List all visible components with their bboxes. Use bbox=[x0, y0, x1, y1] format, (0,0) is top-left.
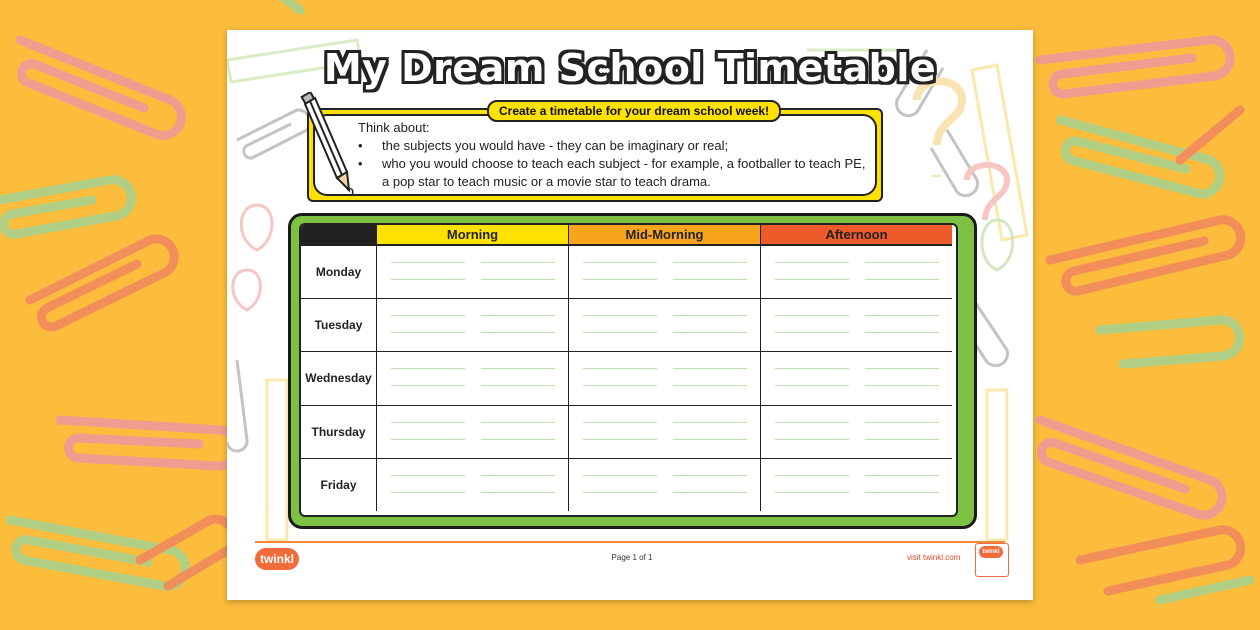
paperclip-icon bbox=[1180, 110, 1240, 160]
writing-guide-line bbox=[865, 332, 939, 333]
writing-guide-line bbox=[775, 368, 849, 369]
writing-guide-line bbox=[865, 492, 939, 493]
instruction-heading: Create a timetable for your dream school week! bbox=[487, 100, 781, 122]
writing-guide-line bbox=[775, 492, 849, 493]
paperclip-icon bbox=[60, 420, 237, 466]
row-header: Friday bbox=[301, 458, 376, 511]
list-item bbox=[358, 173, 865, 191]
writing-guide-line bbox=[481, 385, 555, 386]
writing-guide-line bbox=[673, 315, 747, 316]
writing-guide-line bbox=[583, 332, 657, 333]
writing-guide-line bbox=[865, 279, 939, 280]
paperclip-icon bbox=[20, 40, 181, 135]
timetable-cell[interactable] bbox=[376, 351, 568, 404]
writing-guide-line bbox=[583, 422, 657, 423]
footer-divider bbox=[255, 541, 1005, 543]
writing-guide-line bbox=[481, 332, 555, 333]
writing-guide-line bbox=[775, 315, 849, 316]
quality-badge bbox=[975, 543, 1009, 577]
writing-guide-line bbox=[481, 422, 555, 423]
writing-guide-line bbox=[481, 439, 555, 440]
writing-guide-line bbox=[583, 475, 657, 476]
writing-guide-line bbox=[391, 475, 465, 476]
list-item bbox=[358, 155, 865, 173]
writing-guide-line bbox=[481, 368, 555, 369]
writing-guide-line bbox=[673, 332, 747, 333]
timetable-cell[interactable] bbox=[760, 405, 952, 458]
paperclip-icon bbox=[1040, 40, 1230, 94]
writing-guide-line bbox=[775, 332, 849, 333]
writing-guide-line bbox=[673, 368, 747, 369]
writing-guide-line bbox=[391, 368, 465, 369]
paperclip-icon bbox=[1100, 320, 1240, 364]
worksheet bbox=[227, 30, 1033, 600]
writing-guide-line bbox=[865, 262, 939, 263]
writing-guide-line bbox=[583, 262, 657, 263]
writing-guide-line bbox=[775, 262, 849, 263]
timetable-cell[interactable] bbox=[376, 405, 568, 458]
timetable-cell[interactable] bbox=[760, 245, 952, 298]
writing-guide-line bbox=[673, 385, 747, 386]
paperclip-icon bbox=[140, 519, 233, 586]
writing-guide-line bbox=[481, 475, 555, 476]
writing-guide-line bbox=[673, 422, 747, 423]
apple-icon bbox=[241, 205, 272, 250]
row-header: Tuesday bbox=[301, 298, 376, 351]
timetable-cell[interactable] bbox=[568, 458, 760, 511]
row-header: Thursday bbox=[301, 405, 376, 458]
timetable-cell[interactable] bbox=[376, 298, 568, 351]
timetable-cell[interactable] bbox=[376, 458, 568, 511]
column-header: Mid-Morning bbox=[568, 225, 760, 245]
bullet: • bbox=[358, 138, 363, 153]
instruction-intro: Think about: bbox=[358, 120, 430, 135]
ruler-icon bbox=[987, 390, 1007, 540]
list-item bbox=[358, 137, 865, 155]
paperclip-icon bbox=[1160, 580, 1250, 600]
writing-guide-line bbox=[391, 262, 465, 263]
writing-guide-line bbox=[481, 492, 555, 493]
writing-guide-line bbox=[481, 262, 555, 263]
writing-guide-line bbox=[865, 439, 939, 440]
apple-icon bbox=[233, 270, 261, 310]
instruction-text bbox=[358, 119, 865, 191]
bullet-text: who you would choose to teach each subject - for example, a footballer to teach PE, bbox=[382, 156, 866, 171]
timetable-cell[interactable] bbox=[376, 245, 568, 298]
writing-guide-line bbox=[391, 385, 465, 386]
page-title: My Dream School Timetable bbox=[323, 46, 937, 90]
paperclip-icon bbox=[30, 239, 174, 327]
apple-icon bbox=[982, 220, 1013, 270]
timetable-cell[interactable] bbox=[760, 351, 952, 404]
writing-guide-line bbox=[865, 385, 939, 386]
writing-guide-line bbox=[583, 492, 657, 493]
pencil-icon bbox=[297, 92, 357, 202]
writing-guide-line bbox=[865, 475, 939, 476]
timetable-cell[interactable] bbox=[760, 458, 952, 511]
timetable-cell[interactable] bbox=[760, 298, 952, 351]
writing-guide-line bbox=[583, 315, 657, 316]
paperclip-icon bbox=[1040, 420, 1222, 515]
writing-guide-line bbox=[673, 262, 747, 263]
paperclip-icon bbox=[1060, 120, 1220, 194]
paperclip-icon bbox=[1080, 530, 1241, 591]
writing-guide-line bbox=[391, 279, 465, 280]
writing-guide-line bbox=[583, 368, 657, 369]
writing-guide-line bbox=[865, 422, 939, 423]
timetable-cell[interactable] bbox=[568, 298, 760, 351]
writing-guide-line bbox=[673, 439, 747, 440]
writing-guide-line bbox=[775, 279, 849, 280]
writing-guide-line bbox=[673, 492, 747, 493]
writing-guide-line bbox=[391, 422, 465, 423]
timetable-grid bbox=[299, 223, 958, 517]
paperclip-icon bbox=[0, 180, 131, 234]
badge-logo: twinkl bbox=[979, 546, 1003, 558]
writing-guide-line bbox=[481, 315, 555, 316]
timetable-cell[interactable] bbox=[568, 405, 760, 458]
writing-guide-line bbox=[391, 492, 465, 493]
writing-guide-line bbox=[673, 279, 747, 280]
twinkl-logo[interactable]: twinkl bbox=[255, 548, 299, 570]
column-header: Morning bbox=[376, 225, 568, 245]
writing-guide-line bbox=[673, 475, 747, 476]
table-corner bbox=[301, 225, 376, 245]
timetable-cell[interactable] bbox=[568, 351, 760, 404]
bullet-text: the subjects you would have - they can be imaginary or real; bbox=[382, 138, 729, 153]
visit-link[interactable]: visit twinkl.com bbox=[907, 553, 961, 562]
writing-guide-line bbox=[391, 439, 465, 440]
writing-guide-line bbox=[391, 332, 465, 333]
bullet bbox=[358, 173, 382, 191]
ruler-icon bbox=[972, 65, 1027, 240]
writing-guide-line bbox=[583, 279, 657, 280]
writing-guide-line bbox=[583, 385, 657, 386]
bullet: • bbox=[358, 156, 363, 171]
writing-guide-line bbox=[775, 475, 849, 476]
row-header: Monday bbox=[301, 245, 376, 298]
writing-guide-line bbox=[865, 315, 939, 316]
writing-guide-line bbox=[865, 368, 939, 369]
paperclip-icon bbox=[227, 360, 247, 451]
bullet-text: a pop star to teach music or a movie star to teach drama. bbox=[382, 174, 711, 189]
paperclip-icon bbox=[1050, 220, 1241, 291]
row-header: Wednesday bbox=[301, 351, 376, 404]
timetable-cell[interactable] bbox=[568, 245, 760, 298]
writing-guide-line bbox=[775, 385, 849, 386]
paperclip-icon bbox=[260, 0, 300, 10]
column-header: Afternoon bbox=[760, 225, 952, 245]
ruler-icon bbox=[267, 380, 287, 540]
writing-guide-line bbox=[775, 439, 849, 440]
writing-guide-line bbox=[775, 422, 849, 423]
page-number: Page 1 of 1 bbox=[611, 553, 653, 562]
writing-guide-line bbox=[391, 315, 465, 316]
writing-guide-line bbox=[481, 279, 555, 280]
writing-guide-line bbox=[583, 439, 657, 440]
